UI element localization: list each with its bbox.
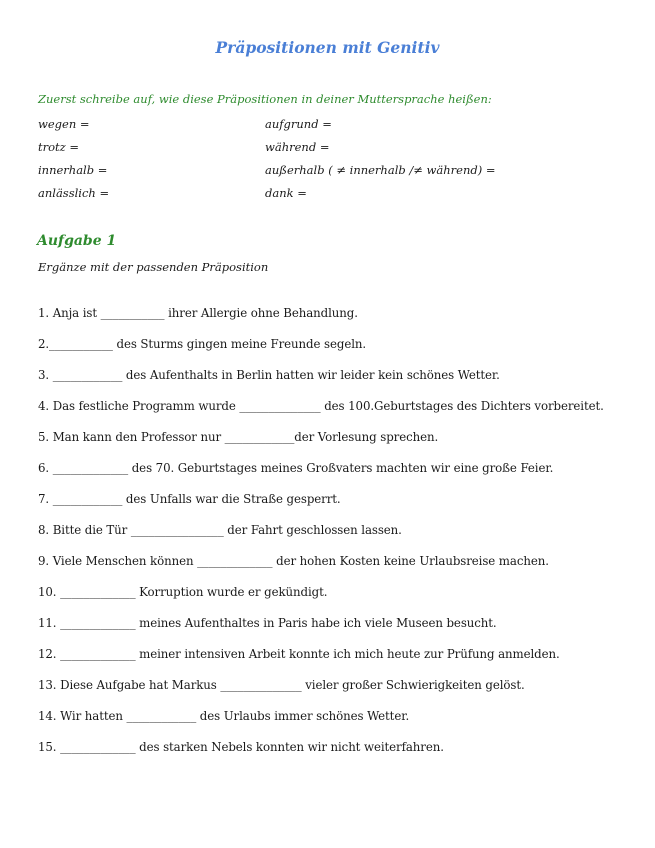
- exercise-sentence-1: 1. Anja ist ___________ ihrer Allergie ohne Behandlung.: [38, 306, 358, 320]
- exercise-sentence-10: 10. _____________ Korruption wurde er gekündigt.: [38, 585, 328, 599]
- preposition-wahrend: während =: [265, 140, 330, 154]
- exercise-sentence-5: 5. Man kann den Professor nur ____________der Vorlesung sprechen.: [38, 430, 439, 444]
- task-instruction: Ergänze mit der passenden Präposition: [38, 260, 269, 274]
- exercise-sentence-7: 7. ____________ des Unfalls war die Straße gesperrt.: [38, 492, 341, 506]
- exercise-sentence-6: 6. _____________ des 70. Geburtstages meines Großvaters machten wir eine große Feier.: [38, 461, 554, 475]
- preposition-wegen: wegen =: [38, 117, 90, 131]
- exercise-sentence-4: 4. Das festliche Programm wurde ______________ des 100.Geburtstages des Dichters vorbereitet.: [38, 399, 604, 413]
- preposition-aufgrund: aufgrund =: [265, 117, 332, 131]
- exercise-sentence-9: 9. Viele Menschen können _____________ der hohen Kosten keine Urlaubsreise machen.: [38, 554, 549, 568]
- exercise-sentence-14: 14. Wir hatten ____________ des Urlaubs immer schönes Wetter.: [38, 709, 410, 723]
- exercise-sentence-12: 12. _____________ meiner intensiven Arbeit konnte ich mich heute zur Prüfung anmelden.: [38, 647, 560, 661]
- preposition-trotz: trotz =: [38, 140, 80, 154]
- exercise-sentence-3: 3. ____________ des Aufenthalts in Berlin hatten wir leider kein schönes Wetter.: [38, 368, 500, 382]
- exercise-sentence-13: 13. Diese Aufgabe hat Markus ______________ vieler großer Schwierigkeiten gelöst.: [38, 678, 525, 692]
- exercise-sentence-8: 8. Bitte die Tür ________________ der Fahrt geschlossen lassen.: [38, 523, 402, 537]
- task-heading: Aufgabe 1: [37, 233, 117, 249]
- exercise-sentence-2: 2.___________ des Sturms gingen meine Freunde segeln.: [38, 337, 367, 351]
- preposition-innerhalb: innerhalb =: [38, 163, 108, 177]
- intro-instruction: Zuerst schreibe auf, wie diese Präpositionen in deiner Muttersprache heißen:: [38, 92, 492, 106]
- page-title: Präpositionen mit Genitiv: [215, 38, 440, 57]
- preposition-ausserhalb: außerhalb ( ≠ innerhalb /≠ während) =: [265, 163, 496, 177]
- exercise-sentence-11: 11. _____________ meines Aufenthaltes in Paris habe ich viele Museen besucht.: [38, 616, 497, 630]
- preposition-anlasslich: anlässlich =: [38, 186, 110, 200]
- exercise-sentence-15: 15. _____________ des starken Nebels konnten wir nicht weiterfahren.: [38, 740, 444, 754]
- preposition-dank: dank =: [265, 186, 307, 200]
